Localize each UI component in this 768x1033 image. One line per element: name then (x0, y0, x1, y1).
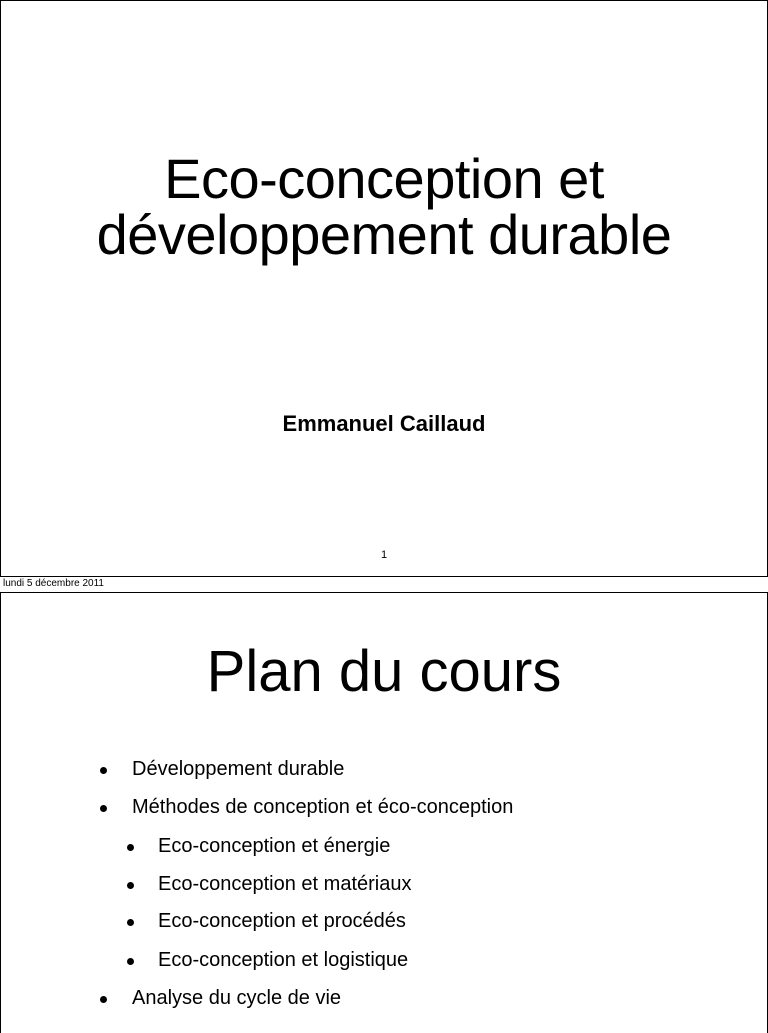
plan-sub-item (158, 835, 390, 858)
plan-title: Plan du cours (206, 639, 562, 704)
footer-date: lundi 5 décembre 2011 (3, 578, 104, 589)
plan-slide (0, 592, 768, 1033)
plan-item (132, 796, 513, 819)
plan-item-label: Analyse du cycle de vie (132, 987, 342, 1009)
bullet-icon (127, 919, 134, 926)
plan-item-label: Développement durable (132, 758, 345, 780)
plan-sub-item (158, 910, 406, 933)
plan-sub-item (158, 873, 411, 896)
plan-item-label: Eco-conception et procédés (158, 910, 406, 932)
bullet-icon (100, 805, 107, 812)
plan-item-label: Méthodes de conception et éco-conception (132, 796, 514, 818)
bullet-icon (127, 844, 134, 851)
plan-item (132, 987, 341, 1010)
slide-title-line-1: Eco-conception et (164, 147, 604, 210)
plan-item (132, 758, 344, 781)
plan-item-label: Eco-conception et énergie (158, 835, 391, 857)
bullet-icon (127, 882, 134, 889)
bullet-icon (100, 996, 107, 1003)
plan-sub-item (158, 949, 408, 972)
bullet-icon (127, 958, 134, 965)
plan-item-label: Eco-conception et matériaux (158, 873, 412, 895)
slide-title-line-2: développement durable (96, 203, 672, 266)
author-name: Emmanuel Caillaud (282, 411, 486, 436)
bullet-icon (100, 767, 107, 774)
plan-item-label: Eco-conception et logistique (158, 949, 409, 971)
page-number: 1 (380, 549, 388, 561)
slide-title (1, 147, 767, 266)
